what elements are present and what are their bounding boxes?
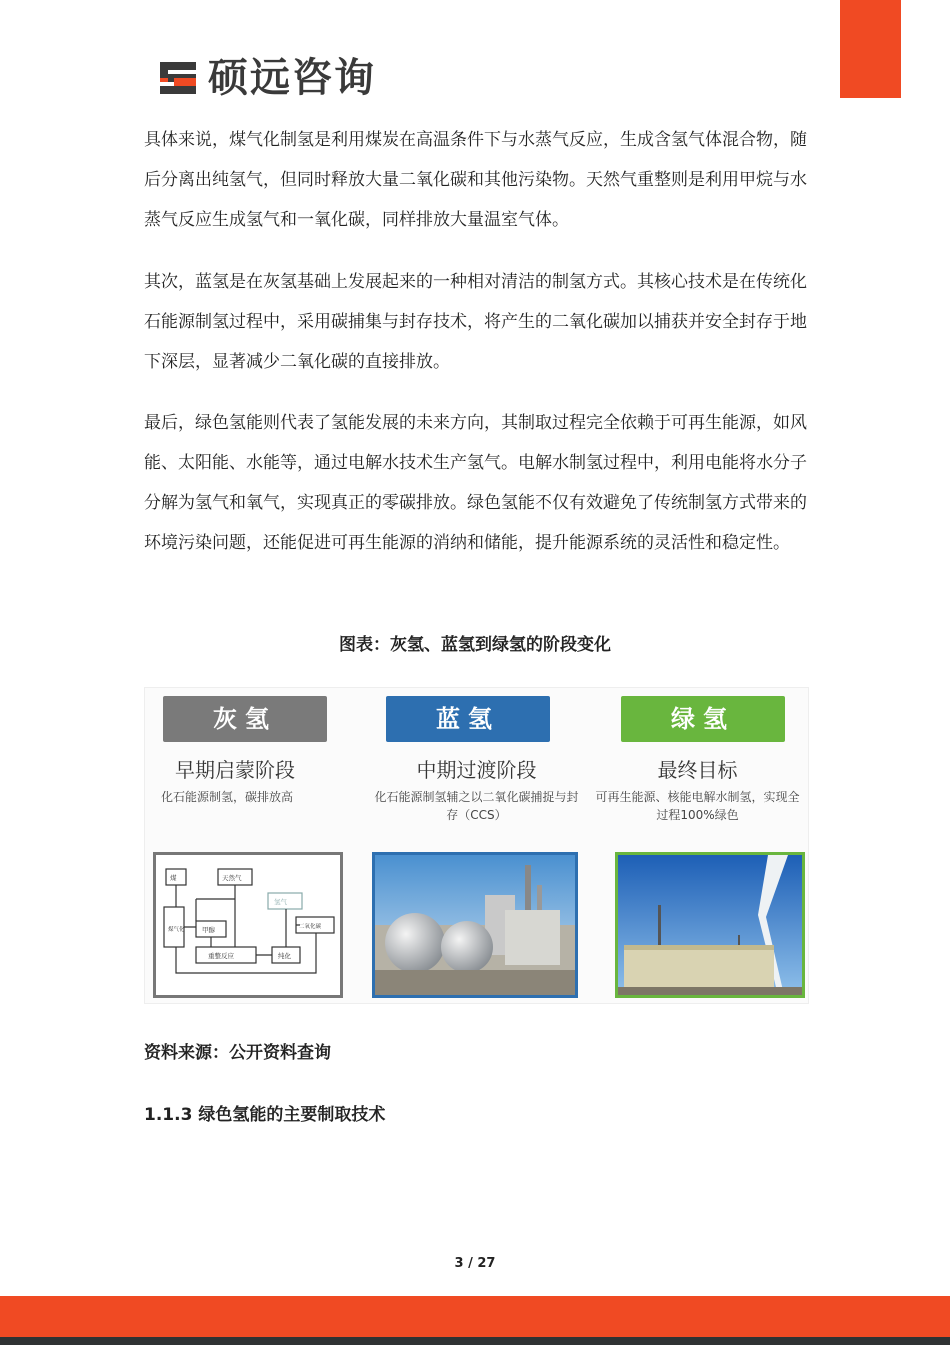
stage-desc-green: 可再生能源、核能电解水制氢，实现全过程100%绿色 <box>595 790 800 822</box>
green-hydrogen-wind-photo <box>615 852 805 998</box>
figure-title: 图表：灰氢、蓝氢到绿氢的阶段变化 <box>339 635 611 655</box>
stage-desc-blue: 化石能源制氢辅之以二氧化碳捕捉与封存（CCS） <box>374 790 579 822</box>
footer-bar <box>0 1296 950 1337</box>
brand-logo <box>156 56 376 100</box>
stage-blue-column <box>366 688 587 1003</box>
stage-name-gray: 早期启蒙阶段 <box>175 758 295 782</box>
stage-green-column <box>587 688 808 1003</box>
diagram-label-co2: 二氧化碳 <box>299 924 322 930</box>
gray-hydrogen-process-diagram <box>153 852 343 998</box>
stage-name-blue: 中期过渡阶段 <box>416 758 537 782</box>
stage-gray-column <box>145 688 366 1003</box>
diagram-label-reform: 重整反应 <box>208 952 234 960</box>
stage-name-green: 最终目标 <box>657 758 738 782</box>
header-accent-block <box>840 0 901 98</box>
hydrogen-stage-figure <box>144 687 809 1004</box>
page-number: 3 / 27 <box>454 1256 496 1271</box>
diagram-label-purify: 纯化 <box>278 952 291 960</box>
stage-badge-gray: 灰氢 <box>163 696 327 742</box>
source-note: 资料来源：公开资料查询 <box>144 1043 331 1063</box>
stage-badge-green: 绿氢 <box>621 696 785 742</box>
footer-strip <box>0 1337 950 1345</box>
diagram-label-hydrogen: 氢气 <box>274 898 287 906</box>
diagram-label-coal: 煤 <box>170 874 177 882</box>
paragraph-1: 具体来说，煤气化制氢是利用煤炭在高温条件下与水蒸气反应，生成含氢气体混合物，随后分离出纯氢气，但同时释放大量二氧化碳和其他污染物。天然气重整则是利用甲烷与水蒸气反应生成氢气和一氧化碳，同样排放大量温室气体。 <box>144 130 807 230</box>
s-mark-logo-icon <box>156 58 200 98</box>
stage-desc-gray: 化石能源制氢，碳排放高 <box>161 790 294 804</box>
blue-hydrogen-plant-photo <box>372 852 578 998</box>
diagram-label-methanol: 甲醇 <box>202 926 215 934</box>
paragraph-3: 最后，绿色氢能则代表了氢能发展的未来方向，其制取过程完全依赖于可再生能源，如风能、太阳能、水能等，通过电解水技术生产氢气。电解水制氢过程中，利用电能将水分子分解为氢气和氧气，实现真正的零碳排放。绿色氢能不仅有效避免了传统制氢方式带来的环境污染问题，还能促进可再生能源的消纳和储能，提升能源系统的灵活性和稳定性。 <box>144 413 807 553</box>
diagram-label-gasify: 煤气化 <box>168 927 185 933</box>
paragraph-2: 其次，蓝氢是在灰氢基础上发展起来的一种相对清洁的制氢方式。其核心技术是在传统化石能源制氢过程中，采用碳捕集与封存技术，将产生的二氧化碳加以捕获并安全封存于地下深层，显著减少二氧化碳的直接排放。 <box>144 272 807 372</box>
brand-name: 硕远咨询 <box>208 55 376 101</box>
diagram-label-gas: 天然气 <box>222 874 242 882</box>
stage-badge-blue: 蓝氢 <box>386 696 550 742</box>
section-heading: 1.1.3 绿色氢能的主要制取技术 <box>144 1105 386 1125</box>
